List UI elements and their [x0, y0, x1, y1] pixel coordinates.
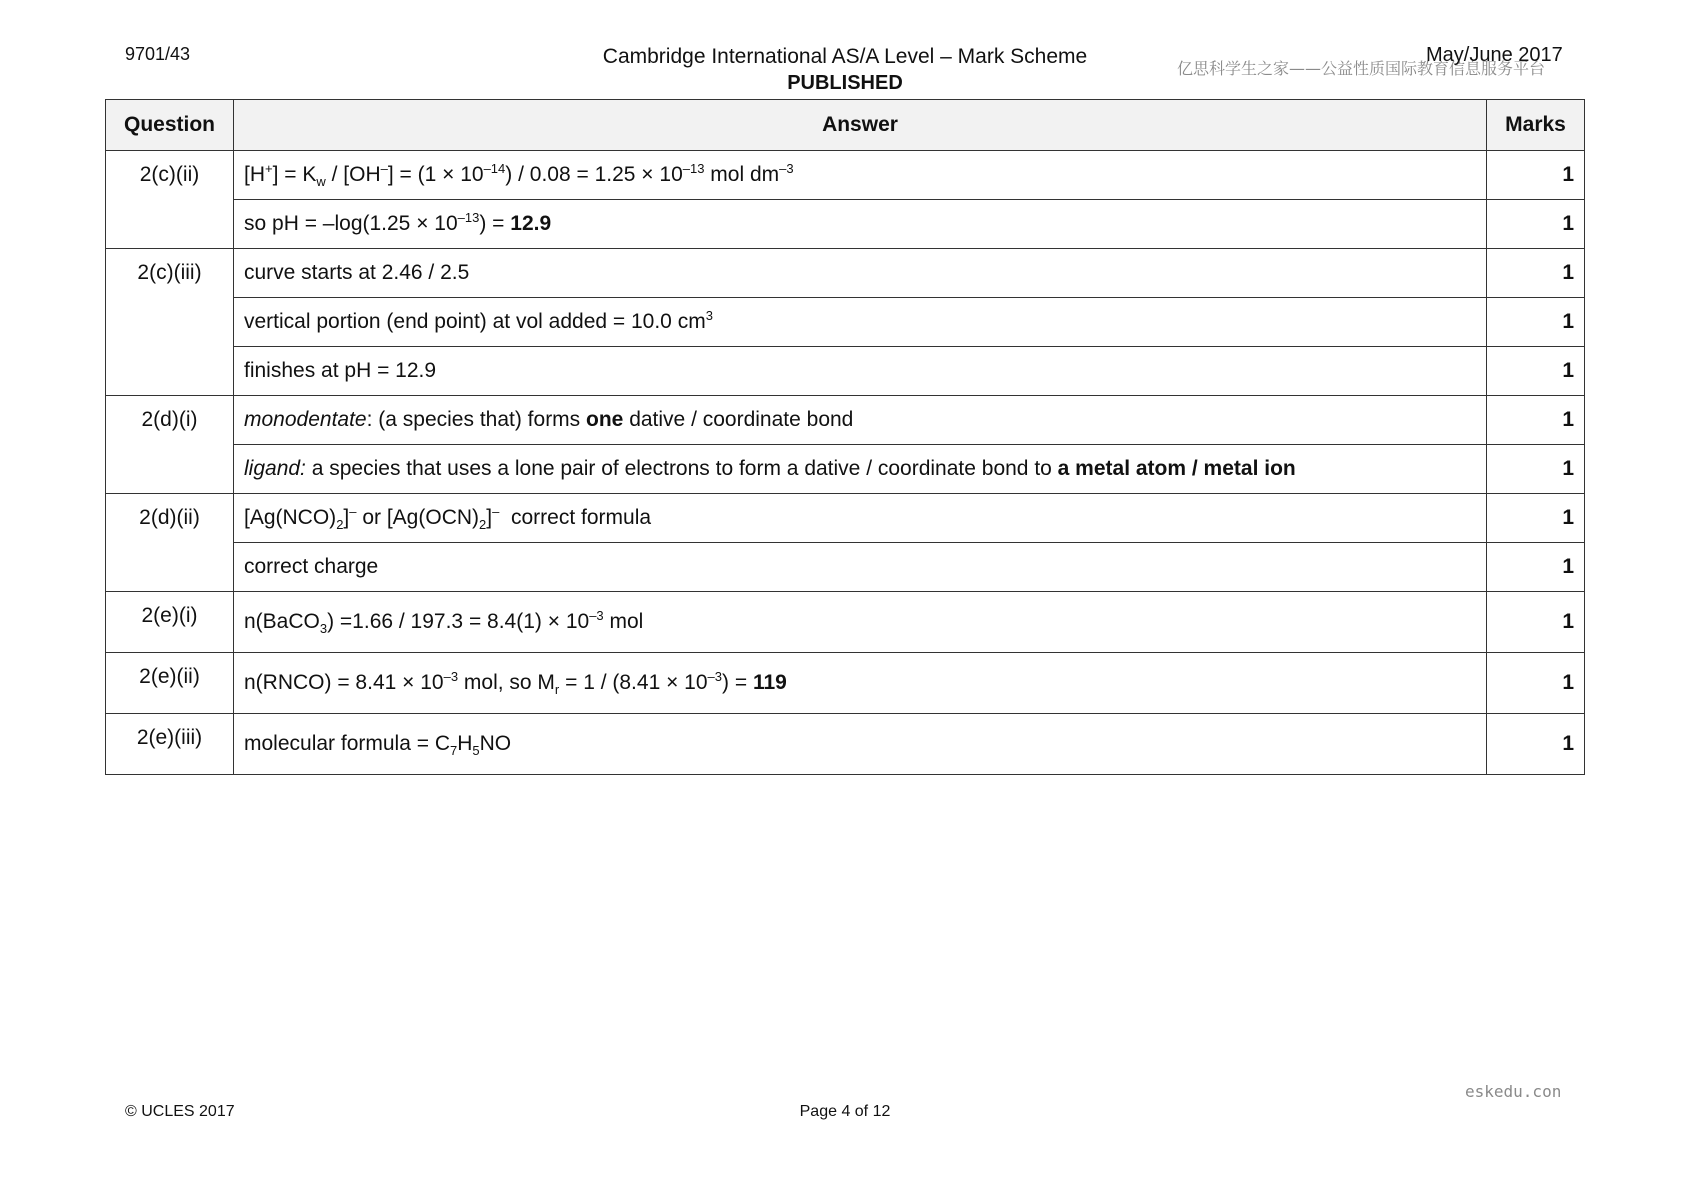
marks-cell: 1: [1487, 249, 1585, 298]
answer-cell: $[Ag(NCO)_2]^-$ or $[Ag(OCN)_2]^-$ correct formula: [234, 494, 1487, 543]
question-number: 2(e)(i): [106, 592, 234, 653]
question-number: 2(d)(ii): [106, 494, 234, 592]
marks-cell: 1: [1487, 396, 1585, 445]
watermark-text: 亿思科学生之家——公益性质国际教育信息服务平台: [1177, 59, 1546, 78]
marks-cell: 1: [1487, 151, 1585, 200]
table-row: [106, 249, 1585, 298]
footer-copyright: © UCLES 2017: [125, 1103, 235, 1120]
watermark-site: eskedu.con: [1465, 1082, 1562, 1101]
column-header-answer: Answer: [234, 100, 1487, 151]
question-number: 2(c)(ii): [106, 151, 234, 249]
table-row: [106, 151, 1585, 200]
answer-cell: $[H^+] = K_w / [OH^-] = (1 \times 10^{-14}) / 0.08 = 1.25 \times 10^{-13}$ mol $dm^{-3}$: [234, 151, 1487, 200]
footer-page-number: Page 4 of 12: [799, 1103, 891, 1120]
mark-scheme-table: [105, 99, 1585, 775]
answer-cell: molecular formula = $C_7H_5NO$: [234, 714, 1487, 775]
table-row: [106, 714, 1585, 775]
question-number: 2(c)(iii): [106, 249, 234, 396]
table-row: [106, 347, 1585, 396]
marks-cell: 1: [1487, 298, 1585, 347]
answer-cell: vertical portion (end point) at vol added = 10.0 $cm^3$: [234, 298, 1487, 347]
table-row: [106, 298, 1585, 347]
question-number: 2(d)(i): [106, 396, 234, 494]
answer-cell: so pH = $-\log(1.25 \times 10^{-13}) = 12.9$: [234, 200, 1487, 249]
answer-cell: curve starts at 2.46 / 2.5: [234, 249, 1487, 298]
table-row: [106, 653, 1585, 714]
column-header-question: Question: [106, 100, 234, 151]
answer-cell: n(BaCO$_3$) $=1.66 / 197.3 = 8.4(1) \times 10^{-3}$ mol: [234, 592, 1487, 653]
header-title: Cambridge International AS/A Level – Mark Scheme: [602, 45, 1088, 68]
answer-cell: ligand: a species that uses a lone pair of electrons to form a dative / coordinate bond to a metal atom / metal ion: [234, 445, 1487, 494]
header-subtitle: PUBLISHED: [787, 72, 903, 94]
table-row: [106, 543, 1585, 592]
question-number: 2(e)(ii): [106, 653, 234, 714]
marks-cell: 1: [1487, 445, 1585, 494]
column-header-marks: Marks: [1487, 100, 1585, 151]
header-date: May/June 2017: [1426, 44, 1563, 66]
answer-cell: n(RNCO) = $8.41 \times 10^{-3}$ mol, so $M_r = 1 / (8.41 \times 10^{-3}) = 119$: [234, 653, 1487, 714]
table-row: [106, 592, 1585, 653]
table-row: [106, 396, 1585, 445]
table-header-row: [106, 100, 1585, 151]
marks-cell: 1: [1487, 200, 1585, 249]
table-row: [106, 200, 1585, 249]
answer-cell: finishes at pH = 12.9: [234, 347, 1487, 396]
marks-cell: 1: [1487, 494, 1585, 543]
question-number: 2(e)(iii): [106, 714, 234, 775]
marks-cell: 1: [1487, 714, 1585, 775]
header-title-block: [540, 44, 1150, 96]
table-row: [106, 445, 1585, 494]
marks-cell: 1: [1487, 543, 1585, 592]
answer-cell: correct charge: [234, 543, 1487, 592]
marks-cell: 1: [1487, 592, 1585, 653]
table-row: [106, 494, 1585, 543]
marks-cell: 1: [1487, 653, 1585, 714]
header-code: 9701/43: [125, 44, 191, 64]
answer-cell: monodentate: (a species that) forms one dative / coordinate bond: [234, 396, 1487, 445]
marks-cell: 1: [1487, 347, 1585, 396]
